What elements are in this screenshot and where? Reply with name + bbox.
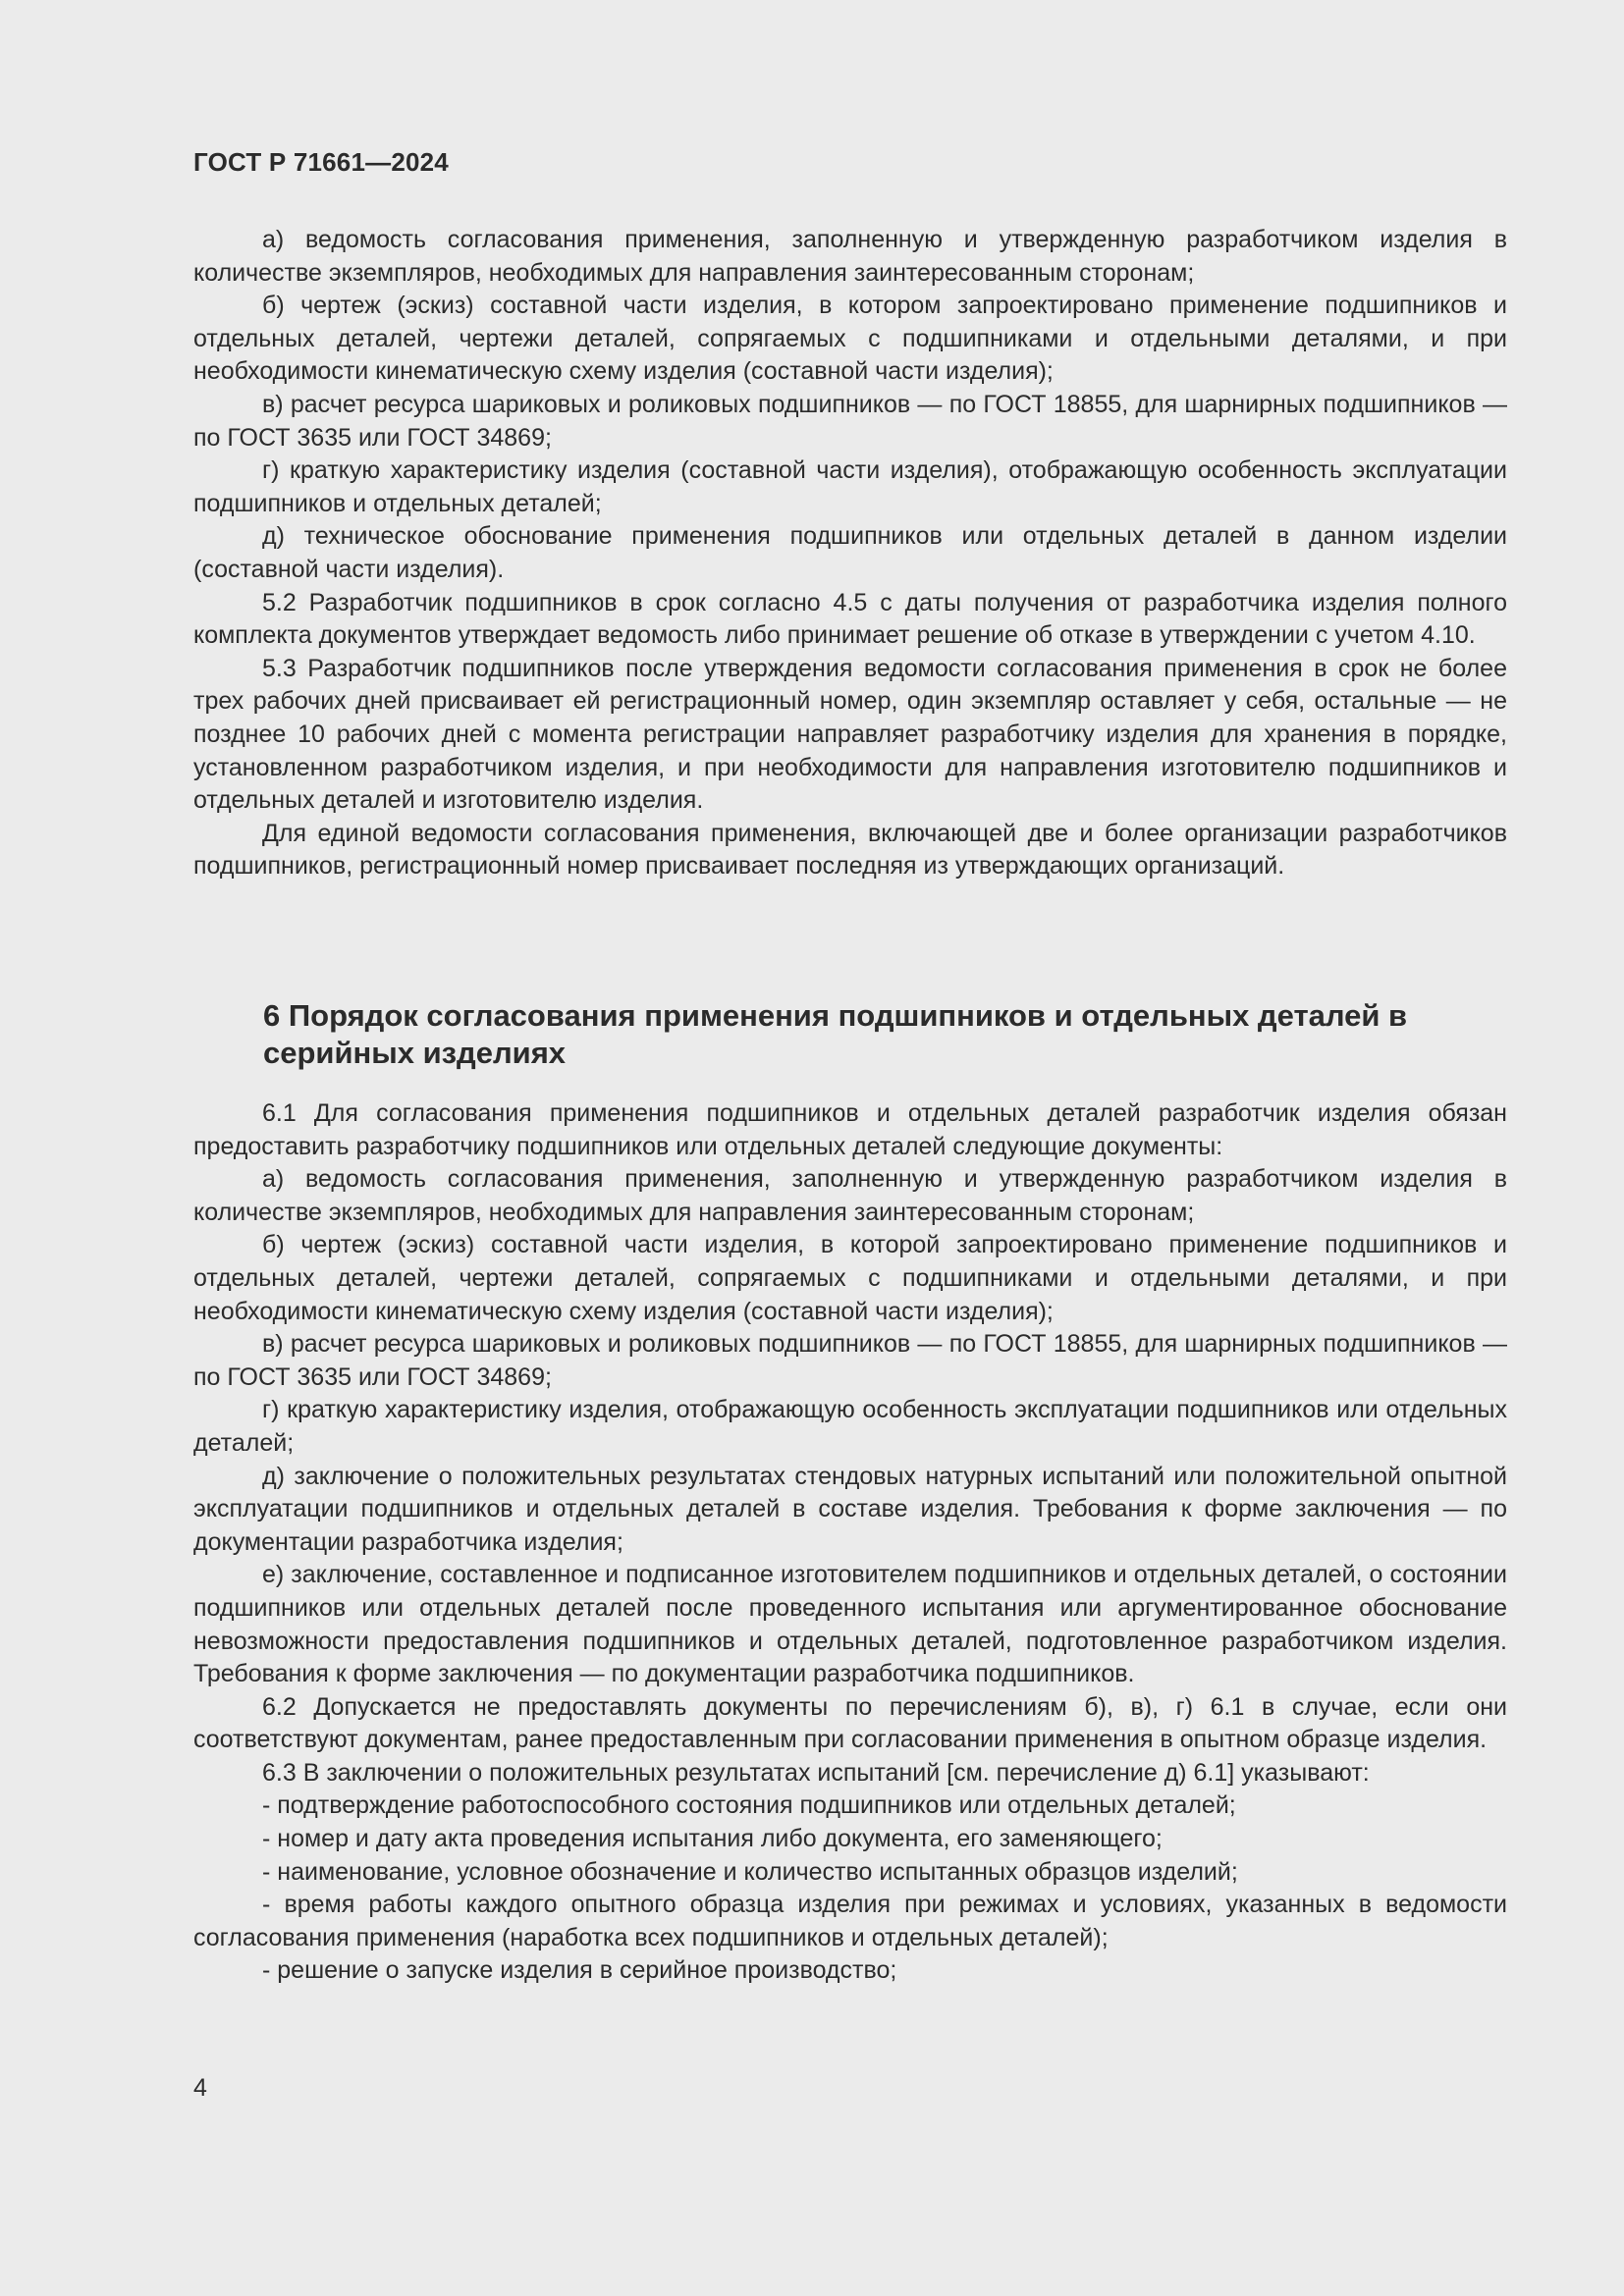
dash-item: - наименование, условное обозначение и количество испытанных образцов изделий; [262,1857,1238,1886]
paragraph-single-sheet: Для единой ведомости согласования применения, включающей две и более организации разработчиков подшипников, регистрационный номер присваивает последняя из утверждающих организаций. [193,819,1507,881]
list-item-g: г) краткую характеристику изделия, отображающую особенность эксплуатации подшипников или отдельных деталей; [193,1396,1507,1457]
list-item-a: а) ведомость согласования применения, заполненную и утвержденную разработчиком изделия в количестве экземпляров, необходимых для направления заинтересованным сторонам; [193,226,1507,287]
dash-item: - подтверждение работоспособного состояния подшипников или отдельных деталей; [262,1791,1236,1820]
clause-5-3: 5.3 Разработчик подшипников после утверждения ведомости согласования применения в срок не более трех рабочих дней присваивает ей регистрационный номер, один экземпляр оставляет у себя, остальные — не позднее 10 рабочих дней с момента регистрации направляет разработчику изделия для хранения в порядке, установленном разработчиком изделия, и при необходимости для направления изготовителю подшипников и отдельных деталей и изготовителю изделия. [193,654,1507,815]
clause-6-1: 6.1 Для согласования применения подшипников и отдельных деталей разработчик изделия обязан предоставить разработчику подшипников или отдельных деталей следующие документы: [193,1099,1507,1160]
text-block-top [193,224,1507,883]
list-item-d: д) техническое обоснование применения подшипников или отдельных деталей в данном изделии (составной части изделия). [193,522,1507,583]
list-item-b: б) чертеж (эскиз) составной части изделия, в котором запроектировано применение подшипников и отдельных деталей, чертежи деталей, сопрягаемых с подшипниками и отдельными деталями, и при необходимости кинематическую схему изделия (составной части изделия); [193,292,1507,386]
clause-6-2: 6.2 Допускается не предоставлять документы по перечислениям б), в), г) 6.1 в случае, если они соответствуют документам, ранее предоставленным при согласовании применения в опытном образце изделия. [193,1692,1507,1754]
list-item-a: а) ведомость согласования применения, заполненную и утвержденную разработчиком изделия в количестве экземпляров, необходимых для направления заинтересованным сторонам; [193,1165,1507,1226]
list-item-d: д) заключение о положительных результатах стендовых натурных испытаний или положительной опытной эксплуатации подшипников и отдельных деталей в составе изделия. Требования к форме заключения — по документации разработчика изделия; [193,1462,1507,1556]
section-6-heading: 6 Порядок согласования применения подшипников и отдельных деталей в серийных изделиях [263,998,1408,1070]
text-block-bottom [193,1097,1507,1988]
dash-item: - время работы каждого опытного образца изделия при режимах и условиях, указанных в ведомости согласования применения (наработка всех подшипников и отдельных деталей); [193,1891,1507,1951]
list-item-b: б) чертеж (эскиз) составной части изделия, в которой запроектировано применение подшипников и отдельных деталей, чертежи деталей, сопрягаемых с подшипниками и отдельными деталями, и при необходимости кинематическую схему изделия (составной части изделия); [193,1231,1507,1325]
list-item-e: е) заключение, составленное и подписанное изготовителем подшипников и отдельных деталей, о состоянии подшипников или отдельных деталей после проведенного испытания или аргументированное обоснование невозможности предоставления подшипников и отдельных деталей, подготовленное разработчиком изделия. Требования к форме заключения — по документации разработчика подшипников. [193,1561,1507,1688]
dash-item: - решение о запуске изделия в серийное производство; [262,1956,897,1985]
clause-6-3: 6.3 В заключении о положительных результатах испытаний [см. перечисление д) 6.1] указывают: [262,1758,1370,1787]
dash-item: - номер и дату акта проведения испытания либо документа, его заменяющего; [262,1825,1163,1853]
page-number: 4 [193,2074,207,2102]
list-item-g: г) краткую характеристику изделия (составной части изделия), отображающую особенность эксплуатации подшипников и отдельных деталей; [193,456,1507,517]
list-item-v: в) расчет ресурса шариковых и роликовых подшипников — по ГОСТ 18855, для шарнирных подшипников — по ГОСТ 3635 или ГОСТ 34869; [193,390,1507,452]
clause-5-2: 5.2 Разработчик подшипников в срок согласно 4.5 с даты получения от разработчика изделия полного комплекта документов утверждает ведомость либо принимает решение об отказе в утверждении с учетом 4.10. [193,588,1507,650]
document-code: ГОСТ Р 71661—2024 [193,147,449,177]
list-item-v: в) расчет ресурса шариковых и роликовых подшипников — по ГОСТ 18855, для шарнирных подшипников — по ГОСТ 3635 или ГОСТ 34869; [193,1330,1507,1391]
